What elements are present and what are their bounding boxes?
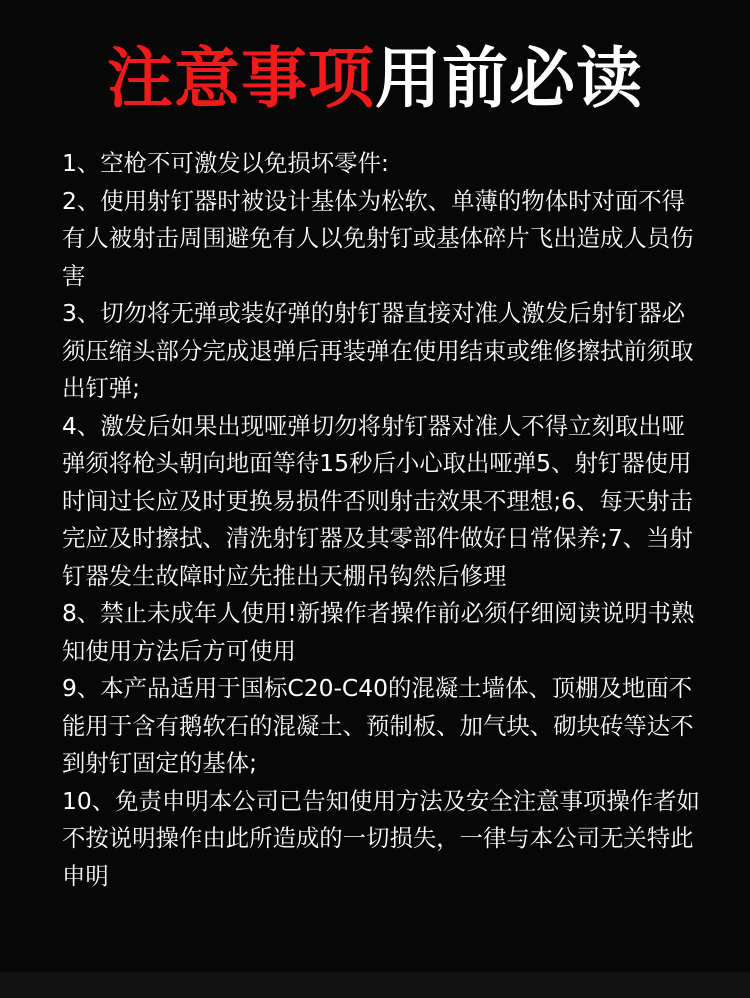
title-white-part: 用前必读: [375, 40, 643, 117]
notice-item-4: 4、激发后如果出现哑弹切勿将射钉器对准人不得立刻取出哑弹须将枪头朝向地面等待15秒后小心取出哑弹5、射钉器使用时间过长应及时更换易损件否则射击效果不理想;6、每天射击完应及时擦拭、清洗射钉器及其零部件做好日常保养;7、当射钉器发生故障时应先推出天棚吊钩然后修理: [62, 411, 693, 590]
notice-item-9: 9、本产品适用于国标C20-C40的混凝土墙体、顶棚及地面不能用于含有鹅软石的混凝土、预制板、加气块、砌块砖等达不到射钉固定的基体;: [62, 674, 694, 777]
notice-item-2: 2、使用射钉器时被设计基体为松软、单薄的物体时对面不得有人被射击周围避免有人以免射钉或基体碎片飞出造成人员伤害: [62, 186, 694, 290]
title-red-part: 注意事项: [107, 40, 375, 117]
bottom-strip: [0, 972, 750, 998]
notice-item-8: 8、禁止未成年人使用!新操作者操作前必须仔细阅读说明书熟知使用方法后方可使用: [62, 599, 695, 665]
notice-item-1: 1、空枪不可激发以免损坏零件:: [62, 149, 389, 177]
notice-item-3: 3、切勿将无弹或装好弹的射钉器直接对准人激发后射钉器必须压缩头部分完成退弹后再装弹在使用结束或维修擦拭前须取出钉弹;: [62, 299, 694, 402]
notice-list: [62, 145, 702, 895]
notice-item-10: 10、免责申明本公司已告知使用方法及安全注意事项操作者如不按说明操作由此所造成的一切损失，一律与本公司无关特此申明: [62, 786, 700, 890]
page-title: [0, 34, 750, 124]
